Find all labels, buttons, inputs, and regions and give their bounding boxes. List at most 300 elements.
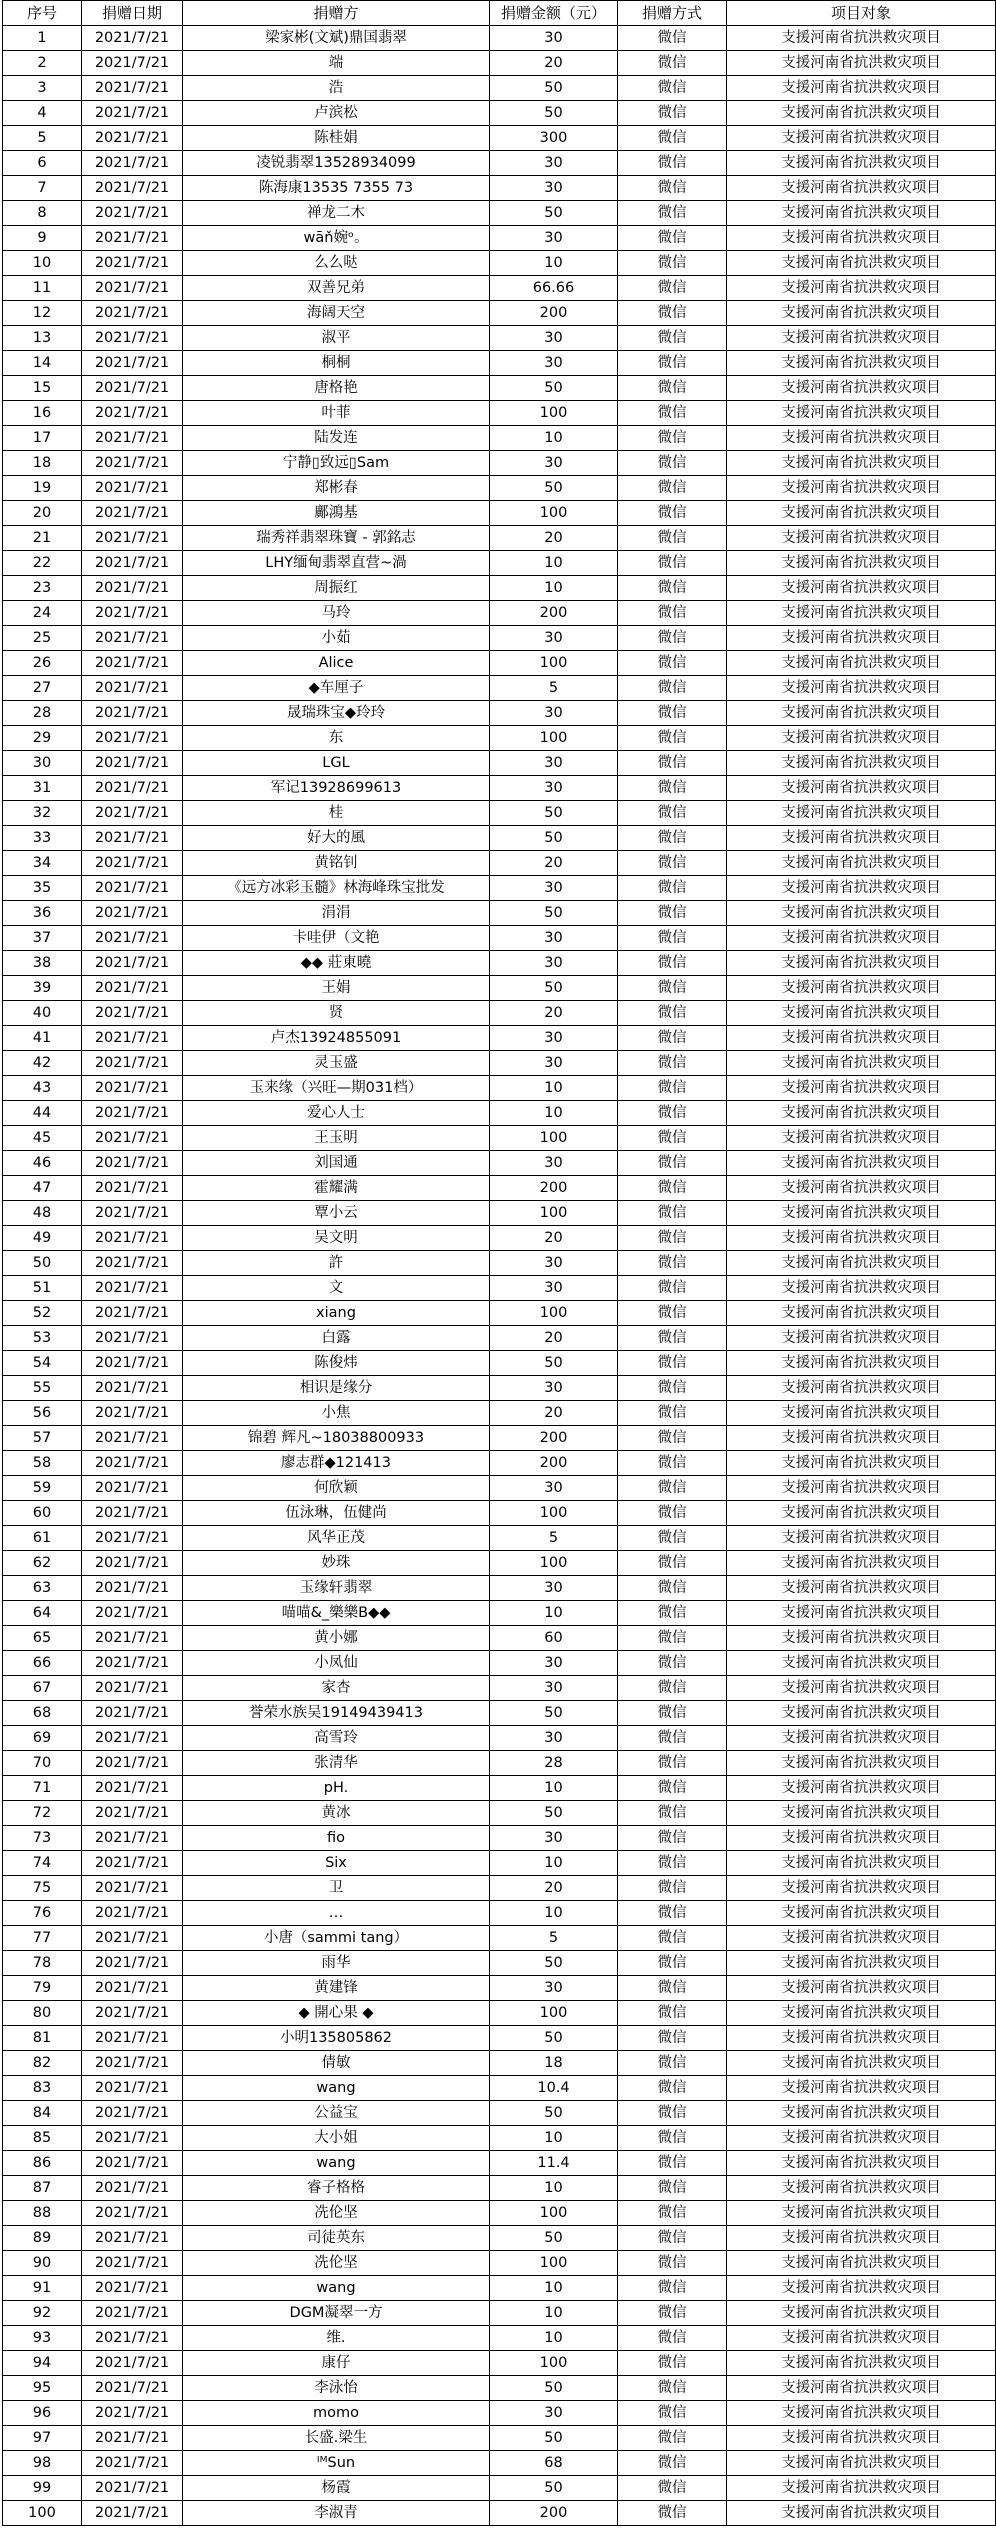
table-row <box>3 426 996 451</box>
cell-method: 微信 <box>618 2026 727 2051</box>
cell-project: 支援河南省抗洪救灾项目 <box>727 1151 996 1176</box>
table-row <box>3 1451 996 1476</box>
cell-project: 支援河南省抗洪救灾项目 <box>727 1176 996 1201</box>
cell-serial: 6 <box>3 151 82 176</box>
cell-date: 2021/7/21 <box>82 1276 183 1301</box>
cell-date: 2021/7/21 <box>82 276 183 301</box>
cell-project: 支援河南省抗洪救灾项目 <box>727 2426 996 2451</box>
cell-project: 支援河南省抗洪救灾项目 <box>727 1601 996 1626</box>
cell-serial: 83 <box>3 2076 82 2101</box>
cell-donor: 鄺鴻基 <box>183 501 490 526</box>
cell-amount: 11.4 <box>490 2151 618 2176</box>
cell-date: 2021/7/21 <box>82 551 183 576</box>
cell-date: 2021/7/21 <box>82 326 183 351</box>
cell-donor: 晟瑞珠宝◆玲玲 <box>183 701 490 726</box>
cell-project: 支援河南省抗洪救灾项目 <box>727 726 996 751</box>
table-row <box>3 201 996 226</box>
table-row <box>3 1076 996 1101</box>
cell-donor: 玉缘轩翡翠 <box>183 1576 490 1601</box>
cell-date: 2021/7/21 <box>82 651 183 676</box>
cell-method: 微信 <box>618 1926 727 1951</box>
cell-donor: 卢滨松 <box>183 101 490 126</box>
cell-date: 2021/7/21 <box>82 1701 183 1726</box>
table-row <box>3 1701 996 1726</box>
cell-method: 微信 <box>618 1426 727 1451</box>
table-row <box>3 2051 996 2076</box>
cell-method: 微信 <box>618 1076 727 1101</box>
table-row <box>3 26 996 51</box>
cell-method: 微信 <box>618 1301 727 1326</box>
cell-project: 支援河南省抗洪救灾项目 <box>727 976 996 1001</box>
table-row <box>3 1326 996 1351</box>
table-row <box>3 1476 996 1501</box>
cell-method: 微信 <box>618 201 727 226</box>
cell-project: 支援河南省抗洪救灾项目 <box>727 651 996 676</box>
cell-date: 2021/7/21 <box>82 576 183 601</box>
table-row <box>3 626 996 651</box>
cell-project: 支援河南省抗洪救灾项目 <box>727 1576 996 1601</box>
table-row <box>3 1401 996 1426</box>
cell-serial: 54 <box>3 1351 82 1376</box>
table-row <box>3 1776 996 1801</box>
cell-method: 微信 <box>618 1451 727 1476</box>
table-row <box>3 101 996 126</box>
cell-amount: 50 <box>490 2476 618 2501</box>
header-project: 项目对象 <box>727 1 996 26</box>
cell-serial: 68 <box>3 1701 82 1726</box>
table-row <box>3 2376 996 2401</box>
cell-donor: 维. <box>183 2326 490 2351</box>
cell-project: 支援河南省抗洪救灾项目 <box>727 526 996 551</box>
cell-amount: 10 <box>490 1101 618 1126</box>
header-method: 捐赠方式 <box>618 1 727 26</box>
cell-project: 支援河南省抗洪救灾项目 <box>727 2026 996 2051</box>
cell-amount: 20 <box>490 1001 618 1026</box>
cell-project: 支援河南省抗洪救灾项目 <box>727 2201 996 2226</box>
cell-date: 2021/7/21 <box>82 1726 183 1751</box>
table-row <box>3 676 996 701</box>
table-row <box>3 126 996 151</box>
cell-method: 微信 <box>618 1526 727 1551</box>
cell-donor: ◆ 開心果 ◆ <box>183 2001 490 2026</box>
table-row <box>3 2026 996 2051</box>
cell-amount: 30 <box>490 1476 618 1501</box>
cell-project: 支援河南省抗洪救灾项目 <box>727 226 996 251</box>
cell-donor: 家杏 <box>183 1676 490 1701</box>
cell-date: 2021/7/21 <box>82 2001 183 2026</box>
cell-project: 支援河南省抗洪救灾项目 <box>727 1101 996 1126</box>
cell-method: 微信 <box>618 2151 727 2176</box>
table-row <box>3 1176 996 1201</box>
cell-amount: 20 <box>490 1876 618 1901</box>
cell-serial: 91 <box>3 2276 82 2301</box>
cell-project: 支援河南省抗洪救灾项目 <box>727 476 996 501</box>
cell-donor: 陆发连 <box>183 426 490 451</box>
cell-date: 2021/7/21 <box>82 1826 183 1851</box>
cell-amount: 30 <box>490 351 618 376</box>
cell-serial: 79 <box>3 1976 82 2001</box>
cell-method: 微信 <box>618 926 727 951</box>
cell-donor: 玉来缘（兴旺—期031档） <box>183 1076 490 1101</box>
cell-amount: 50 <box>490 2026 618 2051</box>
table-row <box>3 451 996 476</box>
cell-serial: 41 <box>3 1026 82 1051</box>
cell-donor: 許 <box>183 1251 490 1276</box>
cell-date: 2021/7/21 <box>82 1926 183 1951</box>
table-row <box>3 2476 996 2501</box>
cell-serial: 73 <box>3 1826 82 1851</box>
cell-donor: 杨霞 <box>183 2476 490 2501</box>
cell-donor: 马玲 <box>183 601 490 626</box>
donation-table <box>2 0 996 2526</box>
cell-amount: 30 <box>490 701 618 726</box>
cell-project: 支援河南省抗洪救灾项目 <box>727 201 996 226</box>
cell-amount: 200 <box>490 601 618 626</box>
cell-amount: 30 <box>490 951 618 976</box>
cell-date: 2021/7/21 <box>82 2226 183 2251</box>
cell-donor: 海阔天空 <box>183 301 490 326</box>
cell-method: 微信 <box>618 951 727 976</box>
cell-date: 2021/7/21 <box>82 1626 183 1651</box>
cell-date: 2021/7/21 <box>82 976 183 1001</box>
cell-date: 2021/7/21 <box>82 1476 183 1501</box>
cell-method: 微信 <box>618 76 727 101</box>
cell-amount: 10 <box>490 1851 618 1876</box>
cell-donor: 禅龙二木 <box>183 201 490 226</box>
cell-project: 支援河南省抗洪救灾项目 <box>727 2501 996 2526</box>
cell-serial: 62 <box>3 1551 82 1576</box>
cell-serial: 92 <box>3 2301 82 2326</box>
cell-serial: 52 <box>3 1301 82 1326</box>
cell-method: 微信 <box>618 651 727 676</box>
table-row <box>3 1276 996 1301</box>
cell-method: 微信 <box>618 1776 727 1801</box>
cell-project: 支援河南省抗洪救灾项目 <box>727 1226 996 1251</box>
cell-project: 支援河南省抗洪救灾项目 <box>727 501 996 526</box>
cell-project: 支援河南省抗洪救灾项目 <box>727 2076 996 2101</box>
cell-donor: 周振红 <box>183 576 490 601</box>
cell-amount: 200 <box>490 301 618 326</box>
cell-project: 支援河南省抗洪救灾项目 <box>727 601 996 626</box>
cell-project: 支援河南省抗洪救灾项目 <box>727 276 996 301</box>
table-row <box>3 1351 996 1376</box>
cell-donor: 卢杰13924855091 <box>183 1026 490 1051</box>
table-row <box>3 1526 996 1551</box>
cell-amount: 100 <box>490 1551 618 1576</box>
cell-project: 支援河南省抗洪救灾项目 <box>727 751 996 776</box>
cell-donor: 瑞秀祥翡翠珠寶 - 郭銘志 <box>183 526 490 551</box>
table-row <box>3 901 996 926</box>
cell-serial: 9 <box>3 226 82 251</box>
cell-serial: 28 <box>3 701 82 726</box>
cell-donor: Alice <box>183 651 490 676</box>
cell-method: 微信 <box>618 1726 727 1751</box>
cell-amount: 50 <box>490 2426 618 2451</box>
cell-serial: 35 <box>3 876 82 901</box>
cell-amount: 66.66 <box>490 276 618 301</box>
cell-project: 支援河南省抗洪救灾项目 <box>727 1451 996 1476</box>
cell-method: 微信 <box>618 1101 727 1126</box>
cell-donor: 相识是缘分 <box>183 1376 490 1401</box>
cell-serial: 86 <box>3 2151 82 2176</box>
table-row <box>3 1901 996 1926</box>
header-serial: 序号 <box>3 1 82 26</box>
cell-amount: 50 <box>490 2376 618 2401</box>
cell-date: 2021/7/21 <box>82 476 183 501</box>
cell-method: 微信 <box>618 351 727 376</box>
cell-donor: … <box>183 1901 490 1926</box>
cell-serial: 5 <box>3 126 82 151</box>
cell-donor: 桂 <box>183 801 490 826</box>
cell-amount: 10.4 <box>490 2076 618 2101</box>
cell-serial: 66 <box>3 1651 82 1676</box>
cell-project: 支援河南省抗洪救灾项目 <box>727 1276 996 1301</box>
cell-method: 微信 <box>618 1326 727 1351</box>
cell-donor: 文 <box>183 1276 490 1301</box>
cell-amount: 30 <box>490 1151 618 1176</box>
cell-serial: 40 <box>3 1001 82 1026</box>
cell-method: 微信 <box>618 1801 727 1826</box>
cell-project: 支援河南省抗洪救灾项目 <box>727 876 996 901</box>
cell-method: 微信 <box>618 176 727 201</box>
cell-serial: 89 <box>3 2226 82 2251</box>
cell-project: 支援河南省抗洪救灾项目 <box>727 1126 996 1151</box>
cell-donor: 灵玉盛 <box>183 1051 490 1076</box>
cell-donor: 小凤仙 <box>183 1651 490 1676</box>
cell-project: 支援河南省抗洪救灾项目 <box>727 26 996 51</box>
cell-date: 2021/7/21 <box>82 726 183 751</box>
cell-donor: 覃小云 <box>183 1201 490 1226</box>
cell-amount: 30 <box>490 751 618 776</box>
cell-date: 2021/7/21 <box>82 2476 183 2501</box>
cell-donor: 康仔 <box>183 2351 490 2376</box>
cell-method: 微信 <box>618 1826 727 1851</box>
cell-amount: 50 <box>490 1701 618 1726</box>
table-row <box>3 401 996 426</box>
cell-serial: 72 <box>3 1801 82 1826</box>
cell-serial: 34 <box>3 851 82 876</box>
cell-project: 支援河南省抗洪救灾项目 <box>727 1426 996 1451</box>
cell-project: 支援河南省抗洪救灾项目 <box>727 626 996 651</box>
table-row <box>3 1826 996 1851</box>
cell-serial: 10 <box>3 251 82 276</box>
table-row <box>3 1376 996 1401</box>
cell-project: 支援河南省抗洪救灾项目 <box>727 151 996 176</box>
table-row <box>3 2226 996 2251</box>
cell-project: 支援河南省抗洪救灾项目 <box>727 1301 996 1326</box>
cell-serial: 82 <box>3 2051 82 2076</box>
cell-serial: 93 <box>3 2326 82 2351</box>
cell-serial: 13 <box>3 326 82 351</box>
cell-date: 2021/7/21 <box>82 1501 183 1526</box>
cell-amount: 50 <box>490 976 618 1001</box>
cell-project: 支援河南省抗洪救灾项目 <box>727 1326 996 1351</box>
cell-method: 微信 <box>618 501 727 526</box>
cell-project: 支援河南省抗洪救灾项目 <box>727 776 996 801</box>
cell-date: 2021/7/21 <box>82 176 183 201</box>
cell-method: 微信 <box>618 126 727 151</box>
cell-amount: 10 <box>490 576 618 601</box>
cell-project: 支援河南省抗洪救灾项目 <box>727 2476 996 2501</box>
cell-method: 微信 <box>618 1151 727 1176</box>
cell-method: 微信 <box>618 551 727 576</box>
cell-serial: 17 <box>3 426 82 451</box>
table-row <box>3 1051 996 1076</box>
cell-serial: 76 <box>3 1901 82 1926</box>
cell-amount: 50 <box>490 376 618 401</box>
header-date: 捐赠日期 <box>82 1 183 26</box>
cell-amount: 30 <box>490 1826 618 1851</box>
cell-date: 2021/7/21 <box>82 2401 183 2426</box>
table-row <box>3 1576 996 1601</box>
cell-method: 微信 <box>618 2426 727 2451</box>
cell-project: 支援河南省抗洪救灾项目 <box>727 1751 996 1776</box>
table-row <box>3 151 996 176</box>
cell-amount: 30 <box>490 1676 618 1701</box>
cell-project: 支援河南省抗洪救灾项目 <box>727 1726 996 1751</box>
cell-project: 支援河南省抗洪救灾项目 <box>727 351 996 376</box>
table-row <box>3 826 996 851</box>
table-row <box>3 1301 996 1326</box>
cell-method: 微信 <box>618 276 727 301</box>
cell-amount: 100 <box>490 651 618 676</box>
cell-date: 2021/7/21 <box>82 1526 183 1551</box>
table-row <box>3 276 996 301</box>
cell-donor: wang <box>183 2151 490 2176</box>
cell-method: 微信 <box>618 1001 727 1026</box>
cell-amount: 50 <box>490 826 618 851</box>
cell-date: 2021/7/21 <box>82 2026 183 2051</box>
cell-donor: 双善兄弟 <box>183 276 490 301</box>
cell-amount: 18 <box>490 2051 618 2076</box>
cell-method: 微信 <box>618 1876 727 1901</box>
table-row <box>3 1626 996 1651</box>
cell-date: 2021/7/21 <box>82 876 183 901</box>
cell-date: 2021/7/21 <box>82 1651 183 1676</box>
cell-date: 2021/7/21 <box>82 2251 183 2276</box>
cell-serial: 51 <box>3 1276 82 1301</box>
cell-donor: DGM凝翠一方 <box>183 2301 490 2326</box>
cell-serial: 19 <box>3 476 82 501</box>
cell-serial: 49 <box>3 1226 82 1251</box>
cell-amount: 200 <box>490 2501 618 2526</box>
cell-amount: 20 <box>490 526 618 551</box>
cell-method: 微信 <box>618 426 727 451</box>
cell-amount: 30 <box>490 1576 618 1601</box>
table-row <box>3 1226 996 1251</box>
cell-method: 微信 <box>618 2401 727 2426</box>
cell-serial: 81 <box>3 2026 82 2051</box>
cell-serial: 7 <box>3 176 82 201</box>
cell-amount: 50 <box>490 1951 618 1976</box>
cell-date: 2021/7/21 <box>82 501 183 526</box>
cell-project: 支援河南省抗洪救灾项目 <box>727 1776 996 1801</box>
table-row <box>3 2251 996 2276</box>
cell-serial: 96 <box>3 2401 82 2426</box>
cell-date: 2021/7/21 <box>82 951 183 976</box>
cell-amount: 50 <box>490 901 618 926</box>
cell-method: 微信 <box>618 2126 727 2151</box>
cell-amount: 30 <box>490 1051 618 1076</box>
cell-donor: 王娟 <box>183 976 490 1001</box>
cell-date: 2021/7/21 <box>82 1301 183 1326</box>
cell-amount: 30 <box>490 876 618 901</box>
cell-project: 支援河南省抗洪救灾项目 <box>727 701 996 726</box>
cell-project: 支援河南省抗洪救灾项目 <box>727 301 996 326</box>
table-row <box>3 976 996 1001</box>
cell-amount: 30 <box>490 1726 618 1751</box>
cell-method: 微信 <box>618 2201 727 2226</box>
cell-serial: 45 <box>3 1126 82 1151</box>
cell-date: 2021/7/21 <box>82 1351 183 1376</box>
cell-date: 2021/7/21 <box>82 826 183 851</box>
table-row <box>3 1026 996 1051</box>
cell-donor: 冼伦坚 <box>183 2201 490 2226</box>
table-row <box>3 326 996 351</box>
cell-amount: 5 <box>490 676 618 701</box>
cell-date: 2021/7/21 <box>82 1901 183 1926</box>
cell-donor: 黄小娜 <box>183 1626 490 1651</box>
cell-serial: 3 <box>3 76 82 101</box>
table-row <box>3 601 996 626</box>
table-row <box>3 2276 996 2301</box>
cell-donor: 爱心人士 <box>183 1101 490 1126</box>
cell-serial: 100 <box>3 2501 82 2526</box>
cell-project: 支援河南省抗洪救灾项目 <box>727 676 996 701</box>
cell-donor: LHY缅甸翡翠直营~渦 <box>183 551 490 576</box>
cell-serial: 98 <box>3 2451 82 2476</box>
cell-date: 2021/7/21 <box>82 51 183 76</box>
cell-date: 2021/7/21 <box>82 151 183 176</box>
cell-donor: xiang <box>183 1301 490 1326</box>
cell-method: 微信 <box>618 751 727 776</box>
cell-serial: 31 <box>3 776 82 801</box>
cell-date: 2021/7/21 <box>82 1451 183 1476</box>
cell-serial: 56 <box>3 1401 82 1426</box>
table-row <box>3 2426 996 2451</box>
cell-donor: 白露 <box>183 1326 490 1351</box>
cell-date: 2021/7/21 <box>82 2151 183 2176</box>
table-row <box>3 1601 996 1626</box>
cell-serial: 38 <box>3 951 82 976</box>
table-row <box>3 2101 996 2126</box>
cell-method: 微信 <box>618 301 727 326</box>
cell-method: 微信 <box>618 1376 727 1401</box>
cell-donor: 张清华 <box>183 1751 490 1776</box>
table-row <box>3 501 996 526</box>
cell-method: 微信 <box>618 1551 727 1576</box>
cell-date: 2021/7/21 <box>82 1201 183 1226</box>
cell-project: 支援河南省抗洪救灾项目 <box>727 176 996 201</box>
cell-donor: 吴文明 <box>183 1226 490 1251</box>
table-row <box>3 1151 996 1176</box>
cell-project: 支援河南省抗洪救灾项目 <box>727 1251 996 1276</box>
cell-serial: 1 <box>3 26 82 51</box>
cell-project: 支援河南省抗洪救灾项目 <box>727 2176 996 2201</box>
table-row <box>3 551 996 576</box>
cell-date: 2021/7/21 <box>82 1776 183 1801</box>
cell-donor: wang <box>183 2076 490 2101</box>
cell-method: 微信 <box>618 2251 727 2276</box>
cell-amount: 30 <box>490 326 618 351</box>
cell-date: 2021/7/21 <box>82 926 183 951</box>
cell-date: 2021/7/21 <box>82 1551 183 1576</box>
cell-method: 微信 <box>618 2351 727 2376</box>
cell-method: 微信 <box>618 376 727 401</box>
cell-amount: 10 <box>490 551 618 576</box>
cell-donor: 何欣颖 <box>183 1476 490 1501</box>
cell-method: 微信 <box>618 2501 727 2526</box>
